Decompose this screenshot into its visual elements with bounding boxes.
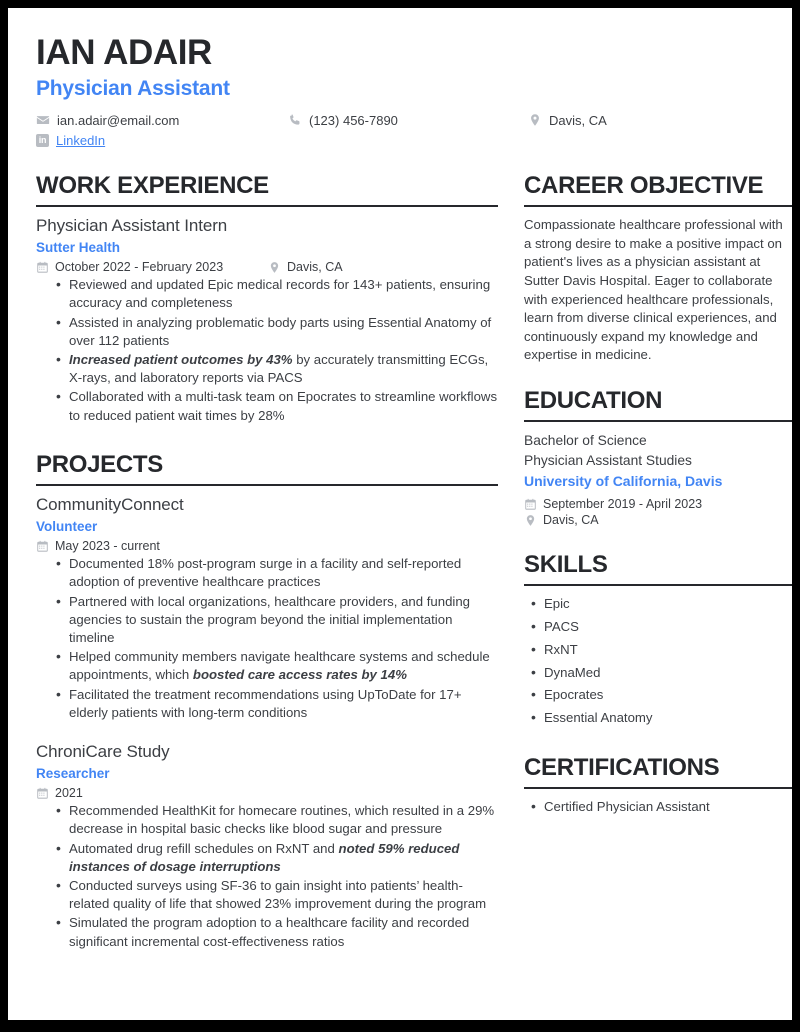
section-divider: [36, 205, 498, 207]
project-name: ChroniCare Study: [36, 742, 170, 762]
bullet-item: • Automated drug refill schedules on RxNT and noted 59% reduced instances of dosage interruptions: [69, 840, 498, 876]
spacer: [36, 726, 498, 742]
column-gap: [498, 172, 524, 955]
calendar-icon: [36, 540, 49, 553]
resume-header: [36, 34, 764, 148]
spacer: [36, 429, 498, 451]
section-divider: [524, 205, 792, 207]
contact-location: [528, 113, 728, 128]
contact-email-text: ian.adair@email.com: [57, 112, 180, 128]
project-date: [36, 539, 268, 553]
work-bullets: [36, 276, 498, 425]
work-entry: [36, 216, 498, 425]
list-item: • DynaMed: [544, 664, 792, 683]
calendar-icon: [36, 787, 49, 800]
work-company: Sutter Health: [36, 240, 121, 256]
calendar-icon: [524, 498, 537, 511]
section-work-experience: [36, 172, 498, 425]
section-career-objective: [524, 172, 792, 365]
linkedin-icon: [36, 134, 49, 147]
certifications-list: [524, 798, 792, 817]
project-meta: [36, 786, 498, 800]
section-divider: [36, 484, 498, 486]
map-pin-icon: [528, 113, 542, 127]
project-meta: [36, 539, 498, 553]
bullet-item: • Documented 18% post-program surge in a facility and self-reported adoption of preventive healthcare practices: [69, 555, 498, 591]
list-item: • Certified Physician Assistant: [544, 798, 792, 817]
contact-linkedin-link[interactable]: LinkedIn: [56, 132, 106, 148]
education-degree: Bachelor of Science: [524, 433, 647, 449]
bullet-item: • Recommended HealthKit for homecare routines, which resulted in a 29% decrease in hospital basic checks like blood sugar and pressure: [69, 802, 498, 838]
bullet-highlight: boosted care access rates by 14%: [192, 667, 407, 683]
spacer: [524, 529, 792, 551]
project-name: CommunityConnect: [36, 495, 184, 515]
education-location: [524, 513, 599, 527]
section-divider: [524, 584, 792, 586]
project-role: Volunteer: [36, 519, 98, 535]
list-item: • Epocrates: [544, 686, 792, 705]
work-meta: [36, 260, 498, 274]
contact-phone-text: (123) 456-7890: [309, 112, 398, 128]
bullet-item: • Reviewed and updated Epic medical records for 143+ patients, ensuring accuracy and completeness: [69, 276, 498, 312]
education-school: University of California, Davis: [524, 473, 723, 490]
project-role: Researcher: [36, 766, 110, 782]
education-location-text: Davis, CA: [543, 513, 599, 528]
project-bullets: [36, 555, 498, 722]
section-title-career-objective: CAREER OBJECTIVE: [524, 171, 764, 199]
resume-page: [8, 8, 792, 1020]
project-entry: [36, 742, 498, 951]
list-item: • RxNT: [544, 641, 792, 660]
list-item: • Essential Anatomy: [544, 709, 792, 728]
work-role: Physician Assistant Intern: [36, 216, 228, 236]
section-title-work-experience: WORK EXPERIENCE: [36, 171, 269, 199]
career-objective-text: Compassionate healthcare professional with a strong desire to make a positive impact on patient's lives as a physician assistant at Sutter Davis Hospital. Eager to collaborate with experienced healthcare professionals, learn from diverse clinical experiences, and continuously expand my knowledge and expertise in medicine.: [524, 217, 783, 363]
calendar-icon: [36, 261, 49, 274]
project-date-text: May 2023 - current: [55, 539, 160, 554]
contact-phone[interactable]: [288, 113, 528, 128]
work-date: [36, 260, 268, 274]
right-column: [524, 172, 792, 955]
map-pin-icon: [268, 261, 281, 274]
linkedin-badge-text: in: [36, 134, 49, 147]
section-divider: [524, 420, 792, 422]
project-bullets: [36, 802, 498, 951]
contact-location-text: Davis, CA: [549, 112, 607, 128]
list-item: • Epic: [544, 595, 792, 614]
work-location: [268, 260, 343, 274]
section-education: [524, 387, 792, 527]
project-date-text: 2021: [55, 786, 83, 801]
education-date-text: September 2019 - April 2023: [543, 497, 703, 512]
phone-icon: [288, 113, 302, 127]
bullet-item: • Facilitated the treatment recommendations using UpToDate for 17+ elderly patients with long-term conditions: [69, 686, 498, 722]
section-projects: [36, 451, 498, 951]
left-column: [36, 172, 498, 955]
bullet-highlight: Increased patient outcomes by 43%: [69, 351, 293, 367]
contact-row-secondary: [36, 133, 764, 148]
section-certifications: [524, 754, 792, 817]
section-divider: [524, 787, 792, 789]
section-skills: [524, 551, 792, 728]
spacer: [524, 732, 792, 754]
contact-email[interactable]: [36, 113, 288, 128]
contact-linkedin[interactable]: [36, 133, 288, 148]
bullet-item: • Assisted in analyzing problematic body parts using Essential Anatomy of over 112 patients: [69, 314, 498, 350]
resume-body: [36, 171, 783, 955]
section-title-certifications: CERTIFICATIONS: [524, 753, 720, 781]
map-pin-icon: [524, 514, 537, 527]
bullet-item: • Partnered with local organizations, healthcare providers, and funding agencies to sustain the program beyond the initial implementation timeline: [69, 593, 498, 648]
education-date-row: [524, 497, 792, 511]
project-entry: [36, 495, 498, 722]
bullet-highlight: noted 59% reduced instances of dosage interruptions: [69, 840, 460, 874]
list-item: • PACS: [544, 618, 792, 637]
section-title-education: EDUCATION: [524, 386, 663, 414]
spacer: [524, 365, 792, 387]
work-location-text: Davis, CA: [287, 260, 343, 275]
skills-list: [524, 595, 792, 727]
envelope-icon: [36, 113, 50, 127]
bullet-item: • Increased patient outcomes by 43% by accurately transmitting ECGs, X-rays, and laboratory reports via PACS: [69, 351, 498, 387]
section-title-projects: PROJECTS: [36, 450, 163, 478]
work-date-text: October 2022 - February 2023: [55, 260, 224, 275]
bullet-item: • Collaborated with a multi-task team on Epocrates to streamline workflows to reduced patient wait times by 28%: [69, 388, 498, 424]
contact-row-primary: [36, 113, 764, 128]
education-location-row: [524, 513, 792, 527]
bullet-item: • Simulated the program adoption to a healthcare facility and recorded significant incremental cost-effectiveness ratios: [69, 914, 498, 950]
candidate-name: IAN ADAIR: [36, 33, 212, 72]
education-date: [524, 497, 702, 511]
bullet-item: • Helped community members navigate healthcare systems and schedule appointments, which boosted care access rates by 14%: [69, 648, 498, 684]
section-title-skills: SKILLS: [524, 551, 608, 579]
candidate-job-title: Physician Assistant: [36, 76, 230, 100]
education-field: Physician Assistant Studies: [524, 452, 692, 468]
project-date: [36, 786, 268, 800]
bullet-item: • Conducted surveys using SF-36 to gain insight into patients’ health-related quality of life that showed 23% improvement during the program: [69, 877, 498, 913]
